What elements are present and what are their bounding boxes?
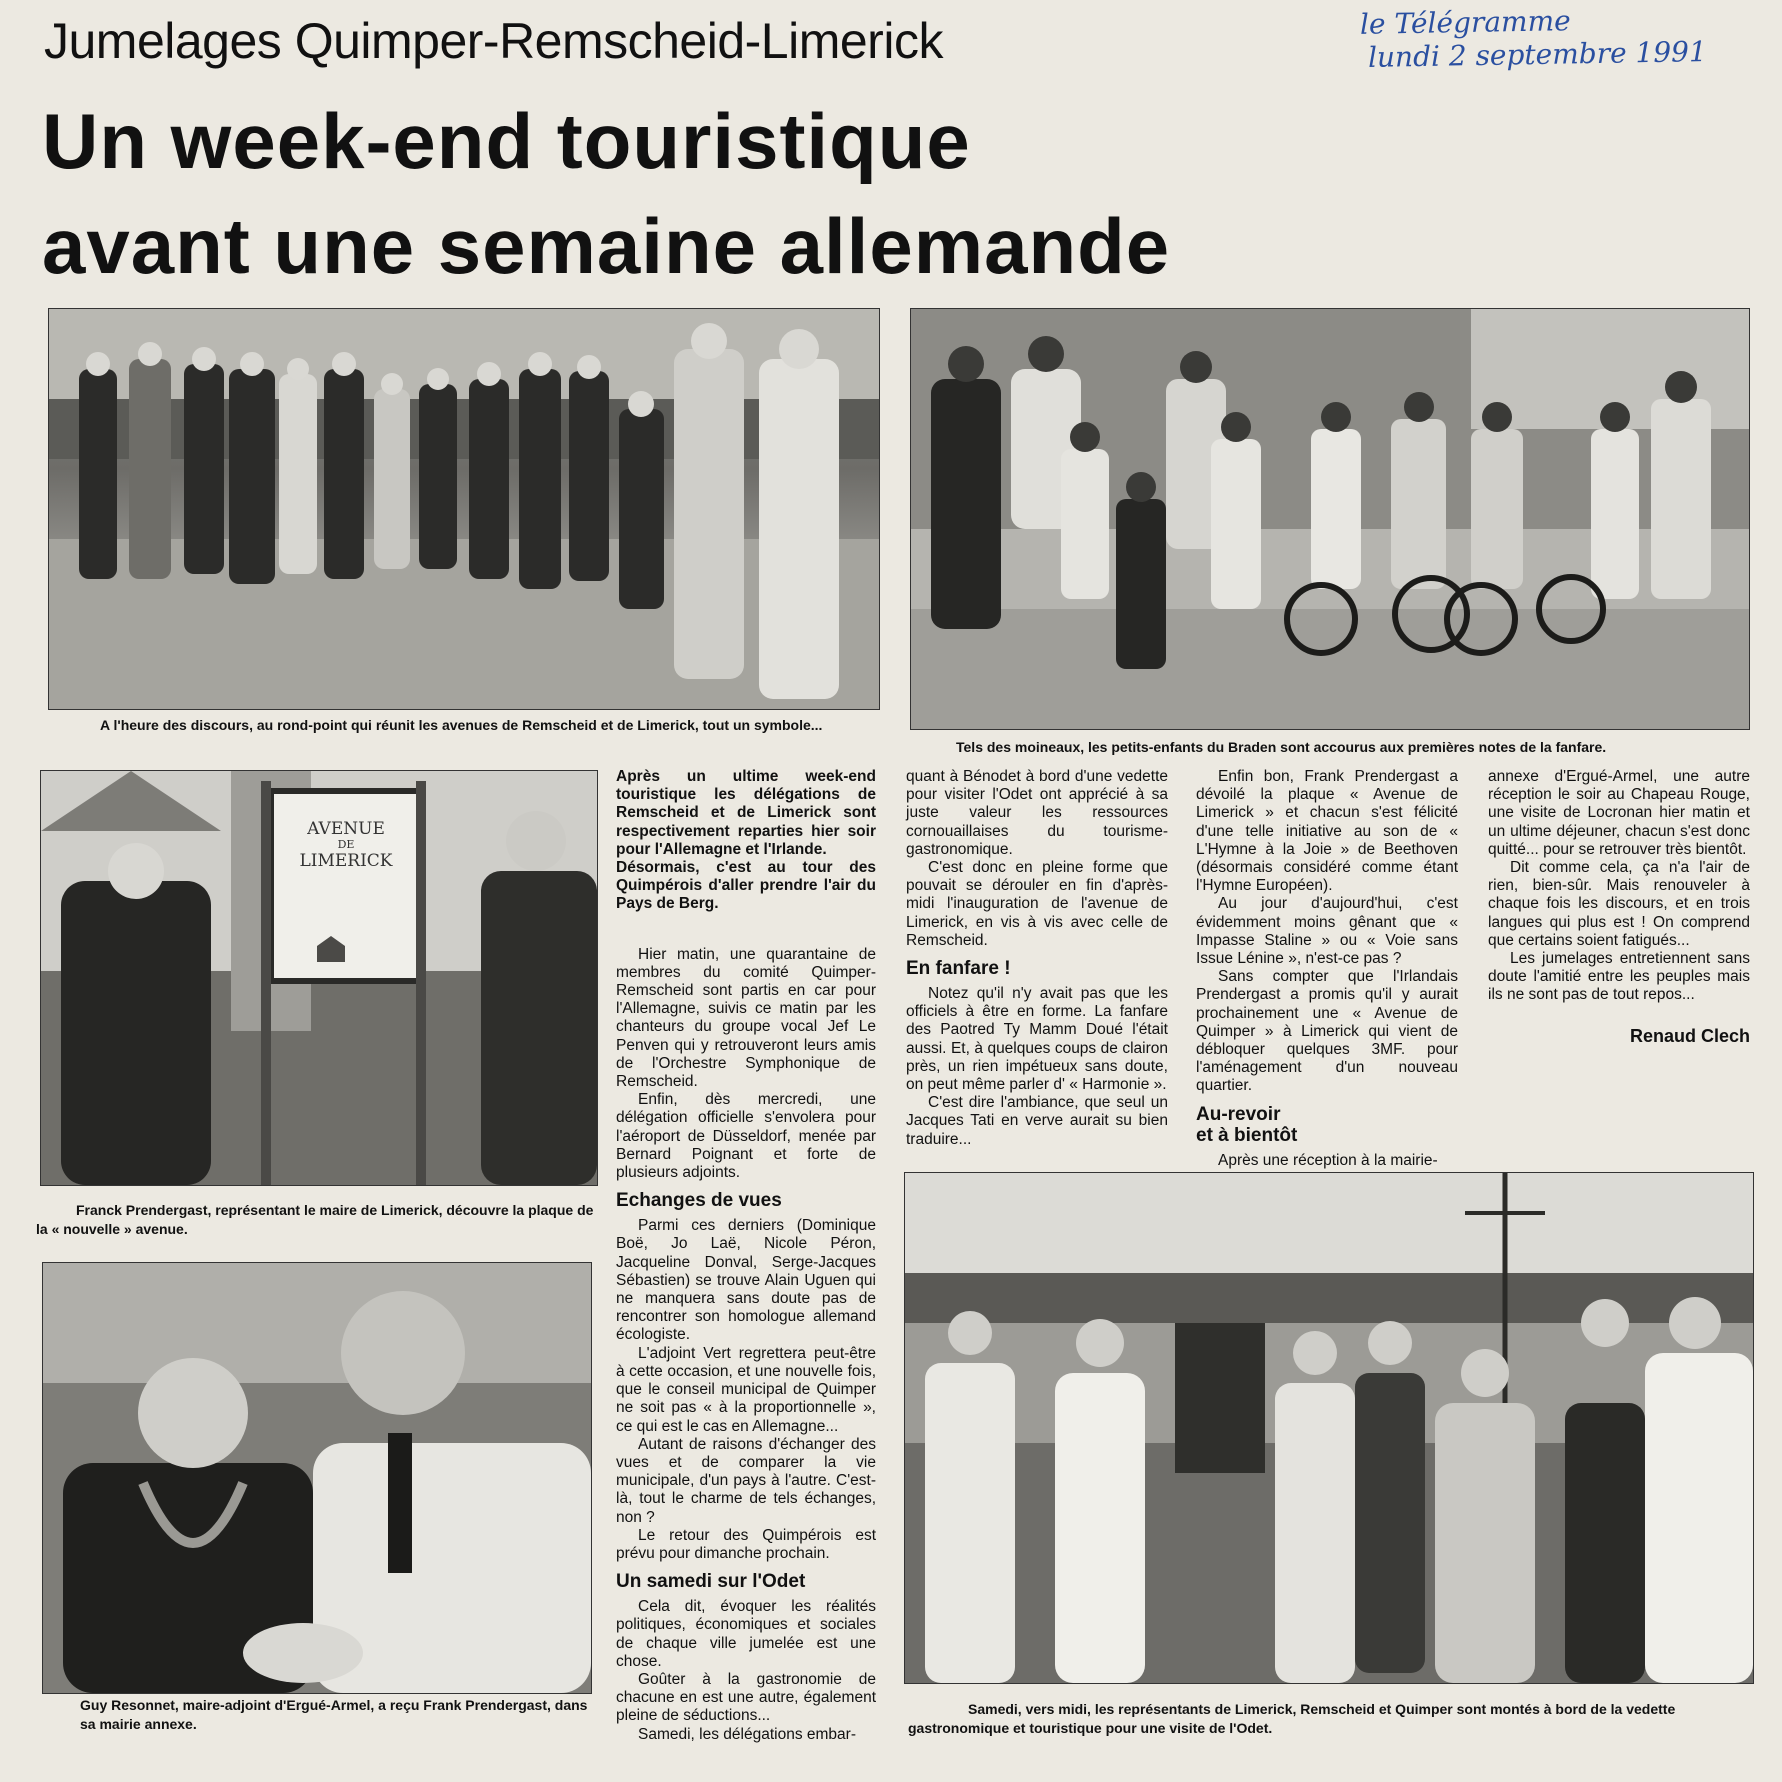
article-column-3 — [1196, 768, 1458, 1170]
article-column-4 — [1488, 768, 1750, 1045]
caption-officials: A l'heure des discours, au rond-point qui réunit les avenues de Remscheid et de Limerick, tout un symbole... — [100, 717, 823, 733]
article-paragraph: Enfin bon, Frank Prendergast a dévoilé la plaque « Avenue de Limerick » et chacun s'est félicité d'une telle initiative au son de « L'Hymne à la Joie » de Beethoven (désormais considéré comme étant l'Hymne Européen). — [1196, 768, 1458, 895]
article-paragraph: Goûter à la gastronomie de chacune en est une autre, également pleine de séductions... — [616, 1670, 876, 1725]
article-paragraph: L'adjoint Vert regrettera peut-être à cette occasion, et une nouvelle fois, que le conseil municipal de Quimper ne soit pas « à la proportionnelle », ce qui est le cas en Allemagne... — [616, 1344, 876, 1435]
article-paragraph: C'est dire l'ambiance, que seul un Jacques Tati en verve aurait su bien traduire... — [906, 1094, 1168, 1148]
photo-boat-visit — [904, 1172, 1754, 1684]
author-signature: Renaud Clech — [1629, 1025, 1750, 1046]
subheading-fanfare: En fanfare ! — [906, 958, 1011, 980]
article-column-1 — [616, 768, 876, 1744]
article-paragraph: Au jour d'aujourd'hui, c'est évidemment moins gênant que « Impasse Staline » ou « Voie sans Issue Lénine », n'est-ce pas ? — [1196, 895, 1458, 968]
photo-handshake — [42, 1262, 592, 1694]
article-paragraph: Dit comme cela, ça n'a l'air de rien, bien-sûr. Mais renouveler à chaque fois les discours, et en trois langues qui plus est ! On comprend que certains soient fatigués... — [1488, 859, 1750, 949]
article-paragraph: C'est donc en pleine forme que pouvait se dérouler en fin d'après-midi l'inauguration de l'avenue de Limerick, en vis à vis avec celle de Remscheid. — [906, 859, 1168, 949]
article-paragraph: Autant de raisons d'échanger des vues et de comparer la vie municipale, d'un pays à l'autre. C'est-là, tout le charme de tels échanges, non ? — [616, 1435, 876, 1526]
article-paragraph: Parmi ces derniers (Dominique Boë, Jo Laë, Nicole Péron, Jacqueline Donval, Serge-Jacques Sébastien) se trouve Alain Uguen qui ne manquera sans doute pas de rencontrer son homologue allemand écologiste. — [616, 1217, 876, 1344]
subheading-echanges: Echanges de vues — [616, 1190, 782, 1212]
article-paragraph: Les jumelages entretiennent sans doute l'amitié entre les peuples mais ils ne sont pas de tout repos... — [1488, 950, 1750, 1004]
handwritten-date: lundi 2 septembre 1991 — [1367, 35, 1708, 74]
article-paragraph: annexe d'Ergué-Armel, une autre réception le soir au Chapeau Rouge, une visite de Locronan hier matin et un ultime déjeuner, chacun s'est donc quitté... pour se retrouver très bientôt. — [1488, 768, 1750, 858]
subheading-au-revoir — [1196, 1104, 1458, 1146]
caption-children: Tels des moineaux, les petits-enfants du Braden sont accourus aux premières notes de la fanfare. — [956, 739, 1607, 755]
headline-line-2: avant une semaine allemande — [42, 202, 1171, 290]
article-paragraph: Cela dit, évoquer les réalités politiques, économiques et sociales de chaque ville jumelée est une chose. — [616, 1598, 876, 1670]
subheading-samedi: Un samedi sur l'Odet — [616, 1571, 806, 1593]
subheading-au-revoir-line-2: et à bientôt — [1196, 1124, 1298, 1146]
photo-children — [910, 308, 1750, 730]
article-lead-2: Désormais, c'est au tour des Quimpérois d'aller prendre l'air du Pays de Berg. — [616, 859, 876, 913]
subheading-au-revoir-line-1: Au-revoir — [1196, 1103, 1281, 1125]
caption-boat-visit: Samedi, vers midi, les représentants de Limerick, Remscheid et Quimper sont montés à bord de la vedette gastronomique et touristique pour une visite de l'Odet. — [908, 1701, 1676, 1736]
article-paragraph: Après une réception à la mairie- — [1218, 1151, 1438, 1169]
article-column-2 — [906, 768, 1168, 1149]
article-paragraph: Enfin, dès mercredi, une délégation officielle s'envolera pour l'aéroport de Düsseldorf, menée par Bernard Poignant et forte de plusieurs adjoints. — [616, 1091, 876, 1182]
sign-text-avenue: AVENUE — [307, 819, 385, 839]
sign-text-de: DE — [337, 838, 355, 851]
kicker: Jumelages Quimper-Remscheid-Limerick — [44, 13, 943, 69]
article-paragraph: Sans compter que l'Irlandais Prendergast a promis qu'il y aurait prochainement une « Avenue de Quimper » à Limerick qui vient de débloquer quelques 3MF. pour l'aménagement d'un nouveau quartier. — [1196, 968, 1458, 1095]
sign-text-limerick: LIMERICK — [299, 851, 393, 871]
handwritten-source: le Télégramme — [1359, 4, 1571, 41]
article-lead: Après un ultime week-end touristique les délégations de Remscheid et de Limerick sont respectivement reparties hier soir pour l'Allemagne et l'Irlande. — [616, 768, 876, 858]
caption-plaque-unveiling: Franck Prendergast, représentant le maire de Limerick, découvre la plaque de la « nouvelle » avenue. — [36, 1202, 594, 1237]
article-paragraph: Le retour des Quimpérois est prévu pour dimanche prochain. — [616, 1526, 876, 1562]
article-paragraph: quant à Bénodet à bord d'une vedette pour visiter l'Odet ont apprécié à sa juste valeur les ressources cornouaillaises du tourisme-gastronomique. — [906, 768, 1168, 858]
article-paragraph: Notez qu'il n'y avait pas que les officiels à être en forme. La fanfare des Paotred Ty Mamm Doué l'était aussi. Et, à quelques coups de clairon près, un rien impétueux sans doute, on peut même parler d' « Harmonie ». — [906, 985, 1168, 1094]
article-paragraph: Hier matin, une quarantaine de membres du comité Quimper-Remscheid sont partis en car pour l'Allemagne, suivis ce matin par les chanteurs du groupe vocal Jef Le Penven qui y retrouveront leurs amis de l'Orchestre Symphonique de Remscheid. — [616, 945, 876, 1091]
photo-plaque-unveiling — [40, 770, 598, 1186]
photo-officials — [48, 308, 880, 710]
headline-line-1: Un week-end touristique — [42, 97, 971, 185]
article-paragraph: Samedi, les délégations embar- — [638, 1725, 856, 1743]
caption-handshake: Guy Resonnet, maire-adjoint d'Ergué-Armel, a reçu Frank Prendergast, dans sa mairie annexe. — [80, 1697, 588, 1732]
